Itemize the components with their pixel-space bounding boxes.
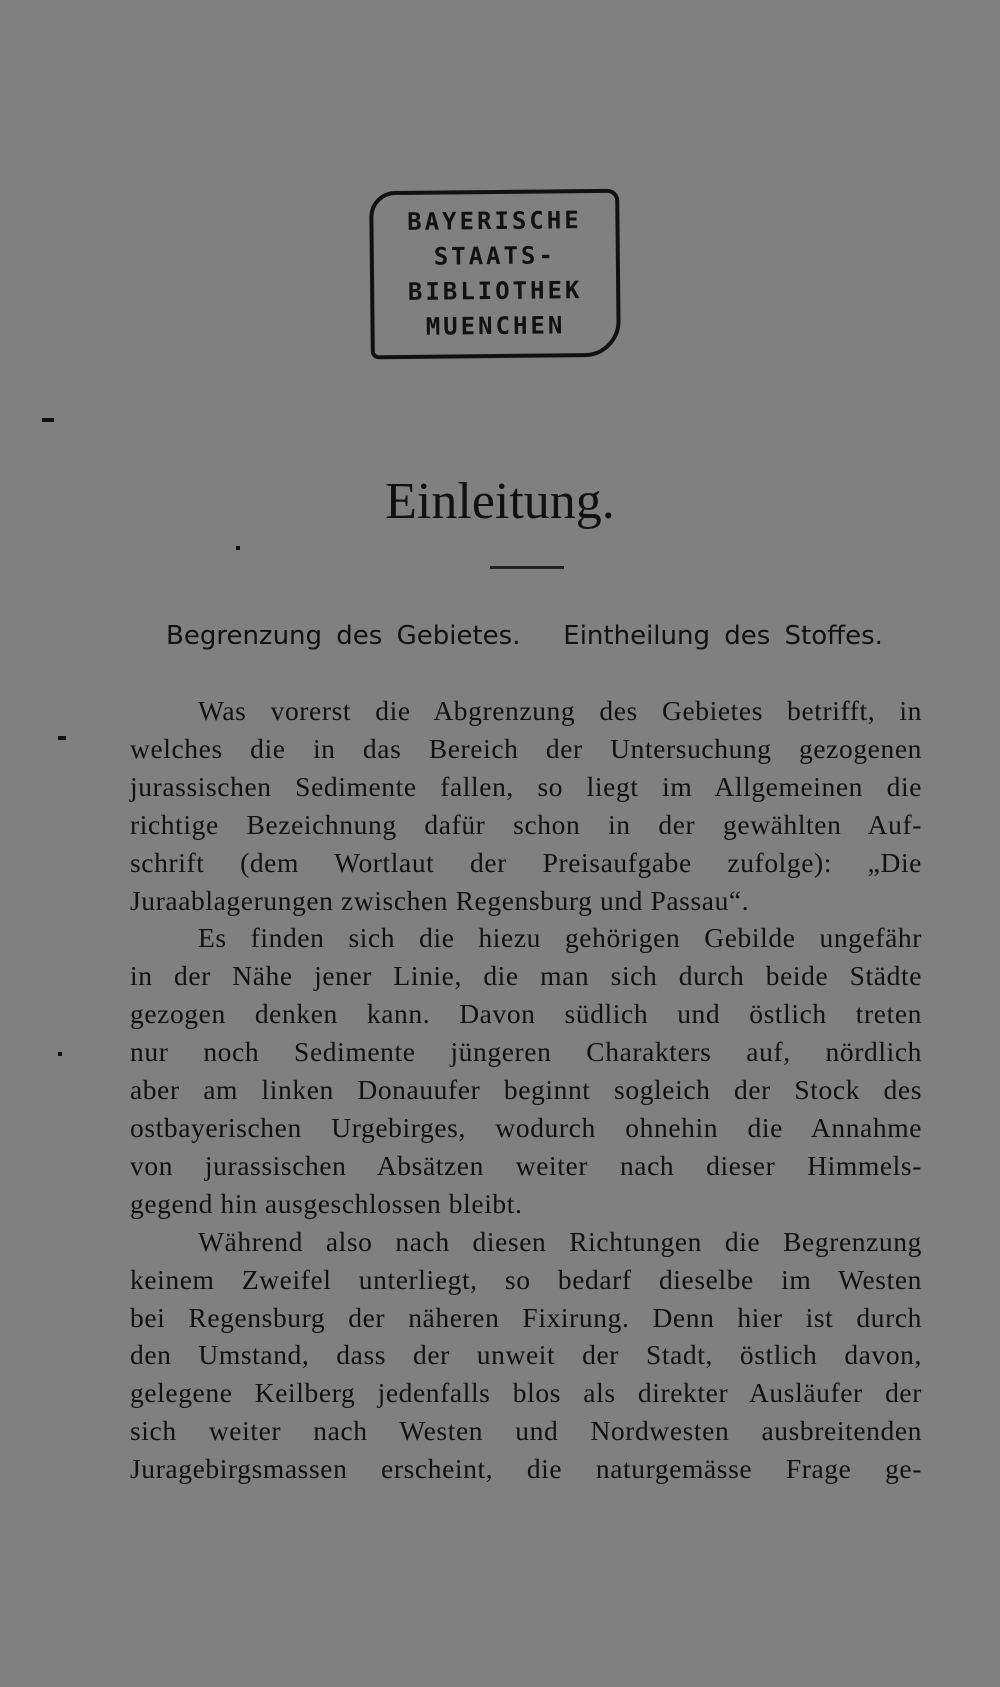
text-line: Juraablagerungen zwischen Regensburg und Passau“. [130, 884, 750, 916]
text-line: keinem Zweifel unterliegt, so bedarf dieselbe im Westen [130, 1263, 922, 1295]
text-line: Was vorerst die Abgrenzung des Gebietes betrifft, in [198, 695, 922, 726]
text-line: gelegene Keilberg jedenfalls blos als direkter Ausläufer der [130, 1377, 922, 1409]
text-line: jurassischen Sedimente fallen, so liegt im Allgemeinen die [130, 770, 922, 802]
paragraph-3 [130, 1223, 922, 1488]
chapter-heading: Einleitung. [385, 473, 615, 530]
text-line: nur noch Sedimente jüngeren Charakters auf, nördlich [130, 1036, 922, 1068]
heading-rule [490, 566, 564, 569]
stamp-line: MUENCHEN [425, 311, 566, 341]
ink-speck [236, 546, 240, 550]
text-line: von jurassischen Absätzen weiter nach dieser Himmels- [130, 1149, 922, 1181]
text-line: welches die in das Bereich der Untersuchung gezogenen [130, 732, 922, 764]
text-line: gegend hin ausgeschlossen bleibt. [130, 1187, 523, 1219]
body-text [130, 692, 922, 1488]
ink-speck [42, 418, 54, 422]
stamp-line: BIBLIOTHEK [407, 276, 583, 306]
text-line: in der Nähe jener Linie, die man sich durch beide Städte [130, 960, 922, 992]
text-line: Es finden sich die hiezu gehörigen Gebilde ungefähr [198, 922, 922, 954]
library-stamp [369, 189, 621, 360]
ink-speck [58, 736, 66, 740]
paragraph-1 [130, 692, 922, 919]
text-line: aber am linken Donauufer beginnt sogleich der Stock des [130, 1074, 922, 1106]
stamp-line: STAATS- [433, 241, 557, 271]
paragraph-2 [130, 919, 922, 1222]
text-line: bei Regensburg der näheren Fixirung. Denn hier ist durch [130, 1301, 922, 1333]
text-line: sich weiter nach Westen und Nordwesten ausbreitenden [130, 1415, 922, 1447]
text-line: gezogen denken kann. Davon südlich und östlich treten [130, 998, 922, 1030]
text-line: Während also nach diesen Richtungen die Begrenzung [198, 1225, 922, 1257]
text-line: richtige Bezeichnung dafür schon in der gewählten Auf- [130, 808, 922, 840]
text-line: schrift (dem Wortlaut der Preisaufgabe zufolge): „Die [130, 846, 922, 878]
section-subheading: Begrenzung des Gebietes. Eintheilung des Stoffes. [166, 621, 883, 651]
text-line: den Umstand, dass der unweit der Stadt, östlich davon, [130, 1339, 922, 1371]
text-line: ostbayerischen Urgebirges, wodurch ohnehin die Annahme [130, 1111, 922, 1143]
text-line: Juragebirgsmassen erscheint, die naturgemässe Frage ge- [130, 1453, 922, 1485]
ink-speck [58, 1052, 62, 1056]
stamp-line: BAYERISCHE [407, 206, 582, 236]
